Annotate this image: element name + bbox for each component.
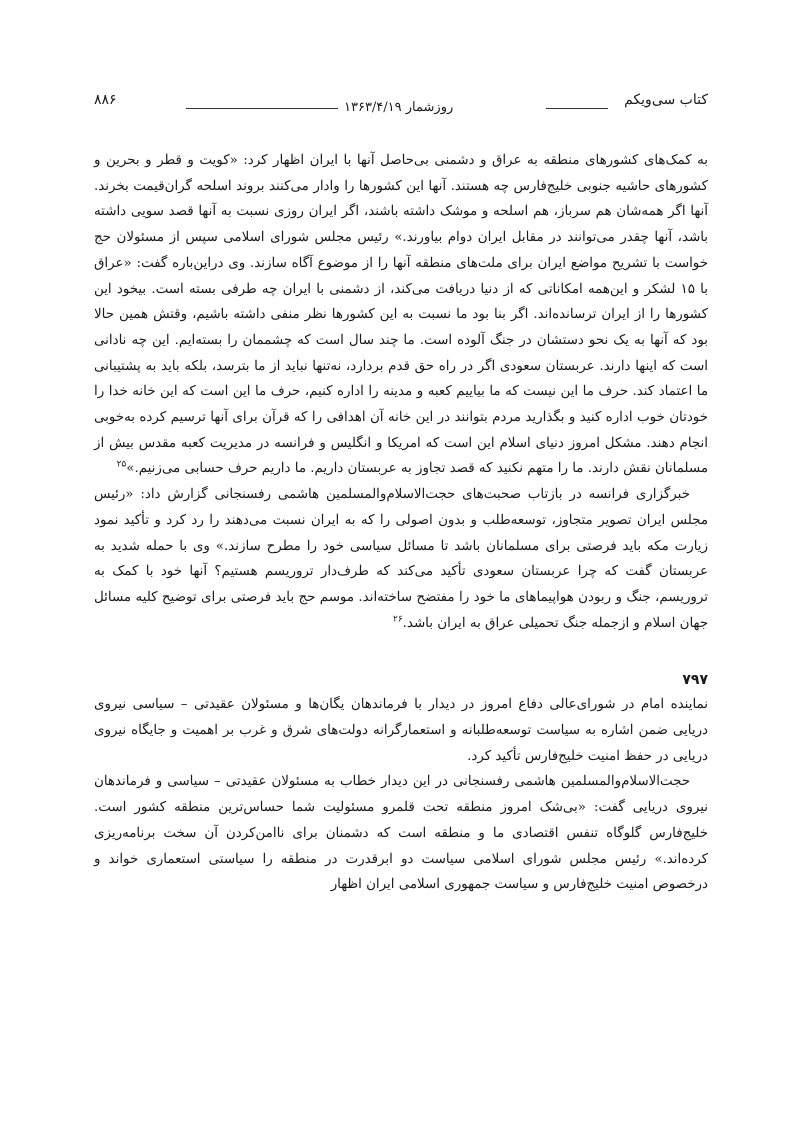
- entry-number: ۷۹۷: [682, 672, 708, 689]
- footnote-ref: ۲۶: [393, 614, 403, 625]
- paragraph: به کمک‌های کشورهای منطقه به عراق و دشمنی بی‌حاصل آنها با ایران اظهار کرد: «کویت و قطر و بحرین و کشورهای حاشیه جنوبی خلیج‌فارس چه هستند. آنها این کشورها را وادار می‌کنند بروند اسلحه گران‌قیمت بخرند. آنها اگر همه‌شان هم سرباز، هم اسلحه و موشک داشته باشند، اگر ایران روزی نسبت به آنها قصد سویی داشته باشد، آنها چقدر می‌توانند در مقابل ایران دوام بیاورند.» رئیس مجلس شورای اسلامی سپس از مسئولان حج خواست با تشریح مواضع ایران برای ملت‌های منطقه آنها را از موضوع آگاه سازند. وی دراین‌باره گفت: «عراق با ۱۵ لشکر و این‌همه امکاناتی که از دنیا دریافت می‌کند، از دشمنی با ایران چه طرفی بسته است. بیخود این کشورها را از ایران ترسانده‌اند. اگر بنا بود ما نسبت به این کشورها نظر منفی داشته باشیم، وقتش همین حالا بود که آنها به یک نحو دستشان در جنگ آلوده است. ما چند سال است که چشممان را بسته‌ایم. این چه نادانی است که اینها دارند. عربستان سعودی اگر در راه حق قدم بردارد، نه‌تنها نباید از ما بترسد، بلکه باید به پشتیبانی ما اعتماد کند. حرف ما این نیست که ما بیاییم کعبه و مدینه را اداره کنیم، حرف ما این است که این خانه خدا را خودتان خوب اداره کنید و بگذارید مردم بتوانند در این خانه آن اهدافی را که قرآن برای آنها ترسیم کرده به‌خوبی انجام دهند. مشکل امروز دنیای اسلام این است که امریکا و انگلیس و فرانسه در مدیریت کعبه مقدس بیش از مسلمانان نقش دارند. ما را متهم نکنید که قصد تجاوز به عربستان داریم. ما داریم حرف حسابی می‌زنیم.»$^{۲۵}$: [94, 153, 708, 477]
- book-title: کتاب سی‌ویکم: [624, 92, 708, 108]
- footnote-ref: ۲۵: [116, 459, 127, 470]
- paragraph: خبرگزاری فرانسه در بازتاب صحبت‌های حجت‌الاسلام‌والمسلمین هاشمی رفسنجانی گزارش داد: «رئیس مجلس ایران تصویر متجاوز، توسعه‌طلب و بدون اصولی را که به ایران نسبت می‌دهند را رد کرد و تأکید نمود زیارت مکه باید فرصتی برای مسلمانان باشد تا مسائل سیاسی خود را مطرح سازند.» وی با حمله شدید به عربستان گفت که چرا عربستان سعودی تأکید می‌کند که طرف‌دار تروریسم هستیم؟ آنها خود با کمک به تروریسم، جنگ و ربودن هواپیماهای ما خود را مفتضح ساخته‌اند. موسم حج باید فرصتی برای توضیح کلیه مسائل جهان اسلام و ازجمله جنگ تحمیلی عراق به ایران باشد.$^{۲۶}$: [94, 487, 708, 631]
- header-rule: [546, 108, 608, 109]
- page-body: [94, 148, 708, 898]
- paragraph: نماینده امام در شورای‌عالی دفاع امروز در دیدار با فرماندهان یگان‌ها و مسئولان عقیدتی – سیاسی نیروی دریایی ضمن اشاره به سیاست توسعه‌طلبانه و استعمارگرانه دولت‌های شرق و غرب بر اهمیت و جایگاه نیروی دریایی در حفظ امنیت خلیج‌فارس تأکید کرد.: [94, 697, 708, 764]
- running-date: روزشمار ۱۳۶۳/۴/۱۹: [338, 100, 459, 115]
- page-number: ۸۸۶: [94, 92, 117, 108]
- paragraph: حجت‌الاسلام‌والمسلمین هاشمی رفسنجانی در این دیدار خطاب به مسئولان عقیدتی – سیاسی و فرماندهان نیروی دریایی گفت: «بی‌شک امروز منطقه تحت قلمرو مسئولیت شما حساس‌ترین منطقه کشور است. خلیج‌فارس گلوگاه تنفس اقتصادی ما و منطقه است که دشمنان برای ناامن‌کردن آن سخت برنامه‌ریزی کرده‌اند.» رئیس مجلس شورای اسلامی سیاست دو ابرقدرت در منطقه را سیاستی استعماری خواند و درخصوص امنیت خلیج‌فارس و سیاست جمهوری اسلامی ایران اظهار: [94, 774, 708, 893]
- page-header: [94, 88, 708, 122]
